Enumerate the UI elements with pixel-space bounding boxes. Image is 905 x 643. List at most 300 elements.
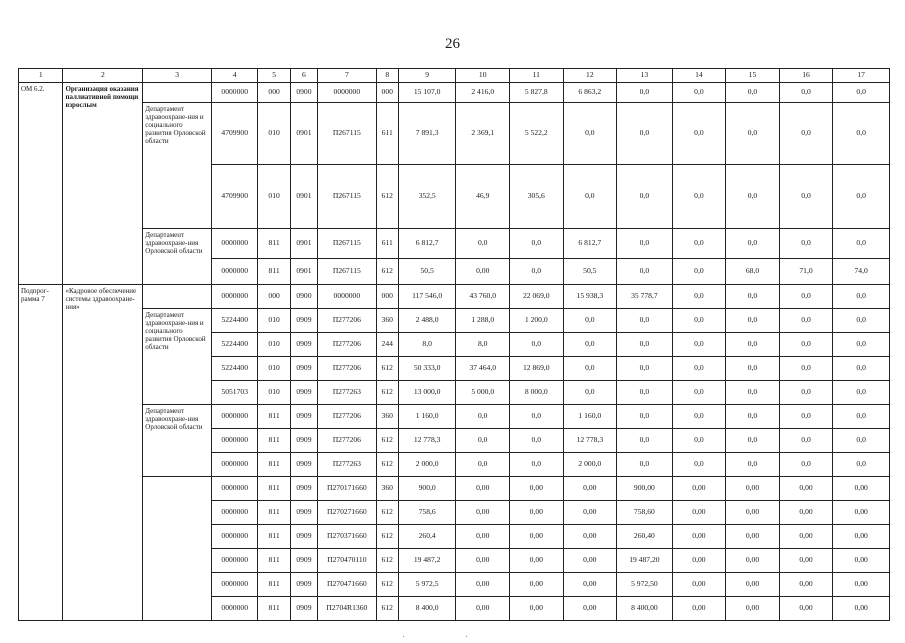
table-cell: 611 [376,103,398,165]
table-cell: 0,0 [726,83,780,103]
table-cell: 8,0 [456,333,510,357]
table-cell: 0,00 [510,549,564,573]
table-cell: 0,00 [563,525,617,549]
table-cell: 0,00 [456,525,510,549]
table-cell: 0,0 [672,381,726,405]
table-cell: 612 [376,429,398,453]
table-cell: 0000000 [211,229,257,259]
table-cell: 611 [376,229,398,259]
column-header: 13 [617,69,673,83]
table-cell: 0000000 [211,501,257,525]
table-cell: 0,0 [726,405,780,429]
column-header: 6 [290,69,317,83]
table-cell: 0,0 [672,429,726,453]
table-cell: 0000000 [211,259,257,285]
table-cell: 5224400 [211,309,257,333]
table-cell: 15 107,0 [398,83,456,103]
table-cell: 260,4 [398,525,456,549]
table-cell: 0909 [290,405,317,429]
budget-table [18,68,890,621]
table-cell: 0,0 [456,405,510,429]
table-cell: 1 160,0 [563,405,617,429]
table-cell: 0901 [290,259,317,285]
table-cell: 0,0 [672,259,726,285]
table-cell: 0,0 [779,285,833,309]
table-cell: 0,0 [779,429,833,453]
table-cell: 6 863,2 [563,83,617,103]
table-cell: 0000000 [211,429,257,453]
table-cell: 0,0 [617,103,673,165]
table-cell: 0,0 [833,405,890,429]
table-cell: 360 [376,405,398,429]
table-cell: П277206 [318,333,377,357]
table-cell: П270470110 [318,549,377,573]
table-cell: П277206 [318,309,377,333]
table-cell: 0,0 [833,285,890,309]
department-cell: Департамент здравоохране-ния Орловской области [143,405,212,477]
table-cell: 0,0 [726,165,780,229]
table-cell: П270471660 [318,573,377,597]
table-cell: 010 [258,165,290,229]
table-cell: 12 778,3 [398,429,456,453]
table-cell: 0000000 [211,549,257,573]
table-cell: 0,00 [456,259,510,285]
table-cell: 0,00 [726,501,780,525]
table-cell: 2 000,0 [398,453,456,477]
table-cell: 13 000,0 [398,381,456,405]
department-cell [143,477,212,621]
table-cell: 811 [258,229,290,259]
table-cell: 22 069,0 [510,285,564,309]
table-cell: П270171660 [318,477,377,501]
table-cell: 0901 [290,229,317,259]
table-cell: 0,0 [563,103,617,165]
table-cell: 19 487,20 [617,549,673,573]
table-cell: 000 [376,83,398,103]
table-cell: 0,0 [833,229,890,259]
table-cell: 5 827,8 [510,83,564,103]
table-cell: 4709900 [211,103,257,165]
table-cell: 000 [376,285,398,309]
table-cell: 0,0 [672,357,726,381]
table-cell: 0,00 [672,501,726,525]
table-cell: П2704R1360 [318,597,377,621]
table-cell: 0,0 [456,453,510,477]
table-cell: 0,0 [726,357,780,381]
table-cell: 0,00 [672,549,726,573]
table-cell: 0,0 [617,259,673,285]
table-cell: 2 488,0 [398,309,456,333]
table-cell: 612 [376,525,398,549]
table-cell: 010 [258,381,290,405]
table-cell: П267115 [318,259,377,285]
table-cell: 8 000,0 [510,381,564,405]
table-cell: 0901 [290,103,317,165]
department-cell [143,83,212,103]
table-cell: 5224400 [211,333,257,357]
table-cell: 0,00 [456,573,510,597]
table-cell: 0,00 [833,549,890,573]
table-cell: 4709900 [211,165,257,229]
table-cell: 0000000 [211,285,257,309]
table-cell: 0,00 [779,525,833,549]
table-cell: 0,00 [672,525,726,549]
table-cell: 811 [258,405,290,429]
table-cell: 43 760,0 [456,285,510,309]
table-cell: 0,0 [726,381,780,405]
table-row [19,405,890,429]
table-cell: 0,0 [833,309,890,333]
table-cell: 0000000 [318,285,377,309]
table-cell: 0,0 [833,429,890,453]
table-cell: 010 [258,103,290,165]
department-cell: Департамент здравоохране-ния и социального развития Орловской области [143,309,212,405]
table-cell: 0909 [290,381,317,405]
table-cell: 000 [258,83,290,103]
table-cell: 612 [376,165,398,229]
table-cell: 811 [258,525,290,549]
table-cell: 612 [376,597,398,621]
table-cell: 0,0 [617,357,673,381]
table-cell: 0,0 [779,405,833,429]
table-cell: 0,00 [563,549,617,573]
table-cell: П277263 [318,381,377,405]
table-cell: 15 938,3 [563,285,617,309]
table-cell: 0,00 [779,597,833,621]
section-name: «Кадровое обеспечение системы здравоохране-ния» [63,285,143,621]
table-cell: 0,00 [833,597,890,621]
table-cell: 0,0 [833,453,890,477]
table-cell: 0909 [290,357,317,381]
column-header: 17 [833,69,890,83]
table-cell: 0,00 [563,477,617,501]
table-cell: 8 400,0 [398,597,456,621]
table-cell: 0,0 [672,285,726,309]
table-cell: 244 [376,333,398,357]
table-cell: 0909 [290,549,317,573]
table-cell: 0,0 [779,165,833,229]
table-cell: 37 464,0 [456,357,510,381]
table-cell: 5051703 [211,381,257,405]
table-cell: 0,0 [510,453,564,477]
table-cell: 0,00 [510,501,564,525]
page-number: 26 [445,36,460,52]
section-code: Подпрог-рамма 7 [19,285,63,621]
table-cell: 758,60 [617,501,673,525]
table-cell: 0,00 [672,573,726,597]
table-cell: 0,00 [833,501,890,525]
table-cell: 0,0 [617,309,673,333]
table-cell: 5 000,0 [456,381,510,405]
table-cell: 5 972,50 [617,573,673,597]
table-cell: 0000000 [211,405,257,429]
table-cell: 0,00 [833,525,890,549]
table-cell: 0,00 [726,549,780,573]
column-header: 4 [211,69,257,83]
table-cell: 0,0 [563,381,617,405]
table-cell: 0000000 [211,453,257,477]
table-cell: 0,0 [510,429,564,453]
table-cell: 35 778,7 [617,285,673,309]
table-cell: 811 [258,597,290,621]
table-cell: 0909 [290,525,317,549]
table-row [19,103,890,165]
table-cell: 0000000 [211,477,257,501]
table-cell: 0,00 [456,549,510,573]
table-cell: 2 000,0 [563,453,617,477]
table-cell: 0,0 [617,229,673,259]
table-cell: 811 [258,549,290,573]
footer-mark: · [402,632,406,643]
table-cell: 0,00 [726,477,780,501]
table-cell: 0,0 [833,333,890,357]
table-cell: 305,6 [510,165,564,229]
table-row [19,285,890,309]
table-cell: 0,0 [833,83,890,103]
table-cell: 12 778,3 [563,429,617,453]
table-cell: 0,0 [779,83,833,103]
table-cell: 0909 [290,573,317,597]
table-cell: 0,00 [779,477,833,501]
table-cell: 71,0 [779,259,833,285]
table-cell: 0,00 [456,477,510,501]
footer-mark: · [465,632,469,643]
department-cell: Департамент здравоохране-ния и социального развития Орловской области [143,103,212,229]
column-header: 8 [376,69,398,83]
table-cell: 811 [258,501,290,525]
table-cell: 612 [376,573,398,597]
table-row [19,309,890,333]
table-cell: 0,0 [833,103,890,165]
table-cell: 0,00 [456,501,510,525]
table-cell: 0,0 [617,165,673,229]
column-header: 12 [563,69,617,83]
table-cell: 0,0 [510,259,564,285]
table-cell: П277263 [318,453,377,477]
table-cell: 0,0 [617,405,673,429]
table-cell: 0909 [290,309,317,333]
table-cell: 0,00 [510,477,564,501]
table-cell: П270371660 [318,525,377,549]
table-cell: 0,0 [510,229,564,259]
table-cell: 5 522,2 [510,103,564,165]
table-cell: 0,0 [726,333,780,357]
table-cell: 6 812,7 [398,229,456,259]
table-cell: 50 333,0 [398,357,456,381]
table-cell: 758,6 [398,501,456,525]
table-row [19,83,890,103]
column-header: 2 [63,69,143,83]
table-cell: 0,00 [779,501,833,525]
table-cell: 0,0 [672,83,726,103]
table-cell: 0,0 [563,309,617,333]
table-cell: 0900 [290,83,317,103]
table-cell: 0,00 [833,573,890,597]
table-cell: 0,00 [833,477,890,501]
table-cell: 0,0 [510,333,564,357]
column-header: 7 [318,69,377,83]
table-cell: 12 869,0 [510,357,564,381]
table-cell: 612 [376,549,398,573]
table-cell: 0000000 [211,597,257,621]
table-cell: 0,0 [672,309,726,333]
table-cell: 0,0 [617,429,673,453]
table-cell: 612 [376,259,398,285]
table-cell: П270271660 [318,501,377,525]
table-cell: 900,0 [398,477,456,501]
table-cell: 0,0 [833,357,890,381]
table-cell: 2 369,1 [456,103,510,165]
table-cell: 0,0 [563,357,617,381]
table-cell: 352,5 [398,165,456,229]
table-cell: 74,0 [833,259,890,285]
table-cell: 8 400,00 [617,597,673,621]
table-cell: П277206 [318,405,377,429]
table-cell: 0,0 [779,103,833,165]
table-cell: 0000000 [211,83,257,103]
table-cell: 0000000 [211,573,257,597]
table-cell: 811 [258,429,290,453]
table-cell: 0,0 [617,83,673,103]
table-cell: 0,0 [833,381,890,405]
table-cell: 811 [258,573,290,597]
table-cell: 811 [258,477,290,501]
table-cell: 0,00 [563,573,617,597]
table-cell: 0,0 [726,229,780,259]
table-row [19,229,890,259]
table-cell: 260,40 [617,525,673,549]
table-cell: 0,00 [563,597,617,621]
department-cell: Департамент здравоохране-ния Орловской области [143,229,212,285]
table-cell: 1 200,0 [510,309,564,333]
table-cell: 0901 [290,165,317,229]
table-cell: 612 [376,453,398,477]
table-cell: 0,00 [672,477,726,501]
section-name: Организация оказания паллиативной помощи взрослым [63,83,143,285]
table-cell: 0,00 [563,501,617,525]
table-cell: 1 160,0 [398,405,456,429]
table-cell: 0,0 [833,165,890,229]
table-cell: 0,0 [672,453,726,477]
table-cell: 010 [258,357,290,381]
table-cell: 0,00 [672,597,726,621]
table-cell: 0,0 [726,429,780,453]
table-cell: 000 [258,285,290,309]
table-cell: П267115 [318,165,377,229]
table-cell: 0,0 [672,405,726,429]
table-cell: 0,0 [672,229,726,259]
table-cell: 0,0 [617,453,673,477]
table-cell: 360 [376,309,398,333]
table-cell: 0,0 [672,103,726,165]
column-header: 9 [398,69,456,83]
table-cell: 0,0 [672,165,726,229]
table-cell: 010 [258,333,290,357]
table-cell: 0909 [290,597,317,621]
column-header: 1 [19,69,63,83]
table-cell: 811 [258,259,290,285]
table-cell: 0,00 [510,597,564,621]
table-cell: 2 416,0 [456,83,510,103]
table-cell: 46,9 [456,165,510,229]
department-cell [143,285,212,309]
table-cell: 0,00 [456,597,510,621]
table-cell: П267115 [318,229,377,259]
table-cell: 0,0 [510,405,564,429]
table-cell: 0909 [290,333,317,357]
table-cell: 0,0 [456,429,510,453]
table-cell: 5 972,5 [398,573,456,597]
table-cell: 0,00 [726,573,780,597]
table-cell: 0,00 [779,573,833,597]
table-cell: 8,0 [398,333,456,357]
table-cell: 0,0 [779,381,833,405]
table-cell: 7 891,3 [398,103,456,165]
table-cell: П277206 [318,429,377,453]
table-cell: 0000000 [318,83,377,103]
table-cell: 010 [258,309,290,333]
table-cell: 0,0 [617,381,673,405]
table-cell: 0909 [290,501,317,525]
table-cell: 0900 [290,285,317,309]
table-cell: 0,0 [779,229,833,259]
table-cell: 0000000 [211,525,257,549]
column-header: 3 [143,69,212,83]
table-cell: 0,0 [563,165,617,229]
column-header: 14 [672,69,726,83]
column-header: 10 [456,69,510,83]
table-cell: 0,00 [779,549,833,573]
table-cell: 0,00 [726,525,780,549]
column-header: 16 [779,69,833,83]
table-cell: 360 [376,477,398,501]
table-cell: 0,0 [779,309,833,333]
table-cell: 811 [258,453,290,477]
table-cell: 6 812,7 [563,229,617,259]
table-cell: 0,0 [726,103,780,165]
table-cell: 0,0 [779,453,833,477]
table-cell: 0,0 [672,333,726,357]
table-cell: 19 487,2 [398,549,456,573]
table-cell: 0909 [290,453,317,477]
section-code: ОМ 6.2. [19,83,63,285]
table-row [19,477,890,501]
column-header: 5 [258,69,290,83]
table-cell: 5224400 [211,357,257,381]
table-cell: 1 288,0 [456,309,510,333]
table-cell: 0,0 [726,453,780,477]
table-cell: 0,0 [779,333,833,357]
column-header: 11 [510,69,564,83]
table-cell: 0,0 [617,333,673,357]
table-cell: 612 [376,501,398,525]
table-cell: 900,00 [617,477,673,501]
table-cell: 612 [376,357,398,381]
table-cell: 612 [376,381,398,405]
table-cell: 0,0 [563,333,617,357]
table-cell: 68,0 [726,259,780,285]
table-cell: 50,5 [563,259,617,285]
table-cell: 0909 [290,477,317,501]
column-header: 15 [726,69,780,83]
table-cell: 117 546,0 [398,285,456,309]
table-cell: 0,0 [456,229,510,259]
table-cell: 0,0 [779,357,833,381]
table-cell: 50,5 [398,259,456,285]
table-cell: П277206 [318,357,377,381]
table-cell: 0,00 [726,597,780,621]
table-cell: 0,0 [726,285,780,309]
